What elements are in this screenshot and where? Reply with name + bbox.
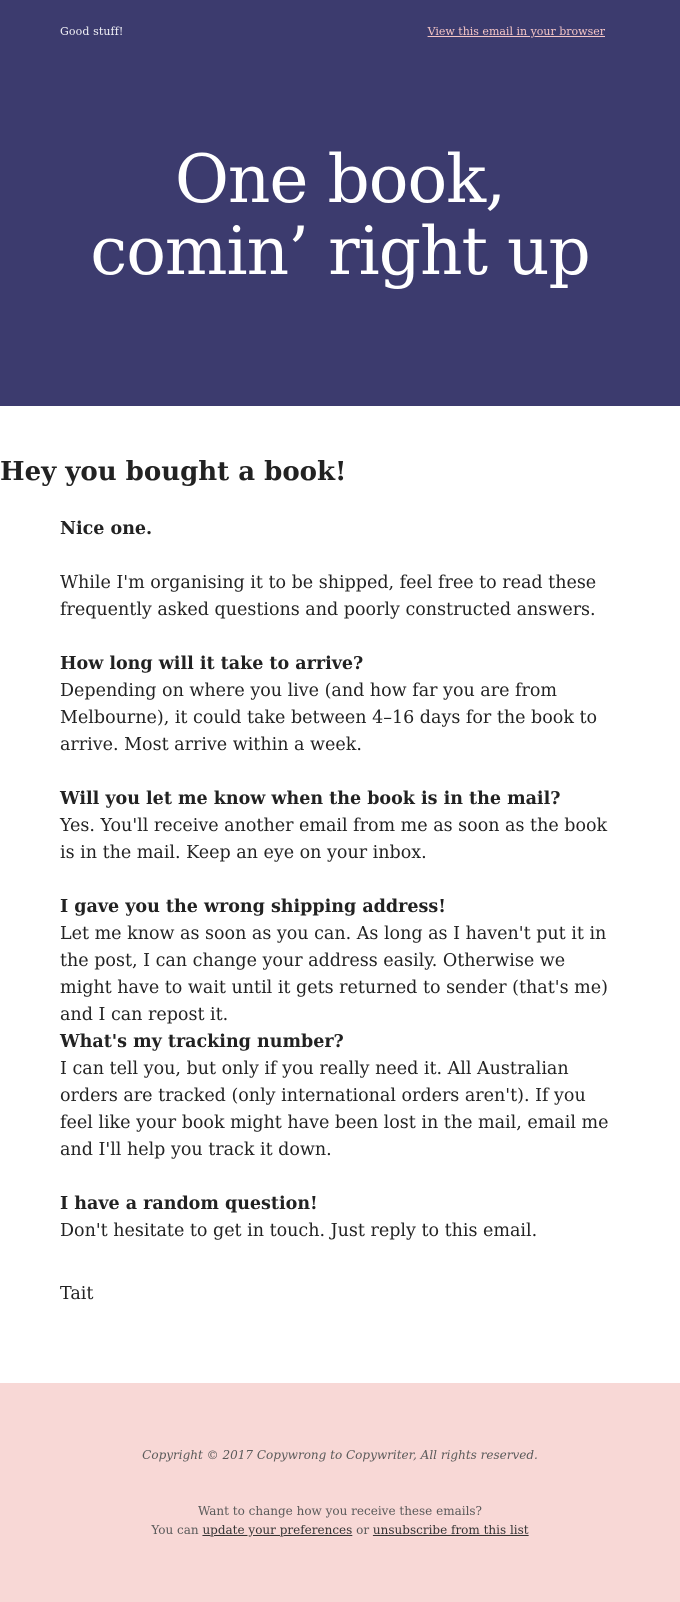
faq-question: How long will it take to arrive?: [60, 654, 364, 674]
faq-item: [60, 786, 620, 867]
nice-one-label: Nice one.: [60, 519, 153, 539]
email-footer: [0, 1383, 680, 1602]
hero-title-line-2: comin’ right up: [90, 213, 590, 290]
faq-question: I have a random question!: [60, 1194, 318, 1214]
main-heading: Hey you bought a book!: [0, 457, 347, 487]
view-in-browser-link[interactable]: View this email in your browser: [427, 25, 605, 38]
faq-answer: Depending on where you live (and how far you are from Melbourne), it could take between 4–16 days for the book to arrive. Most arrive within a week.: [60, 681, 598, 755]
copyright-text: Copyright © 2017 Copywrong to Copywriter, All rights reserved.: [142, 1448, 538, 1462]
nice-one-text: [60, 516, 620, 543]
preferences-text: [0, 1502, 680, 1540]
faq-item: [60, 1191, 620, 1245]
faq-item: [60, 894, 620, 1029]
hero-title-line-1: One book,: [174, 141, 506, 218]
faq-question: Will you let me know when the book is in the mail?: [60, 789, 561, 809]
faq-answer: Don't hesitate to get in touch. Just reply to this email.: [60, 1221, 538, 1241]
email-header: [0, 0, 680, 406]
change-prompt: Want to change how you receive these emails?: [197, 1504, 482, 1518]
you-can-text: You can: [151, 1523, 203, 1537]
preferences-line: [0, 1521, 680, 1540]
update-preferences-link[interactable]: update your preferences: [202, 1523, 353, 1537]
unsubscribe-link[interactable]: unsubscribe from this list: [372, 1523, 529, 1537]
hero-title: [0, 141, 680, 290]
intro-paragraph: While I'm organising it to be shipped, feel free to read these frequently asked questions and poorly constructed answers.: [60, 573, 597, 620]
preheader-text: Good stuff!: [60, 25, 124, 38]
signoff: Tait: [60, 1284, 94, 1304]
faq-question: What's my tracking number?: [60, 1032, 344, 1052]
faq-answer: I can tell you, but only if you really need it. All Australian orders are tracked (only international orders aren't). If you feel like your book might have been lost in the mail, email me and I'll help you track it down.: [60, 1059, 609, 1160]
faq-item: [60, 1029, 620, 1164]
faq-item: [60, 651, 620, 759]
faq-answer: Let me know as soon as you can. As long as I haven't put it in the post, I can change your address easily. Otherwise we might have to wait until it gets returned to sender (that's me) and I can repost it.: [60, 924, 608, 1025]
faq-question: I gave you the wrong shipping address!: [60, 897, 446, 917]
or-text: or: [352, 1523, 373, 1537]
faq-answer: Yes. You'll receive another email from me as soon as the book is in the mail. Keep an eye on your inbox.: [60, 816, 608, 863]
